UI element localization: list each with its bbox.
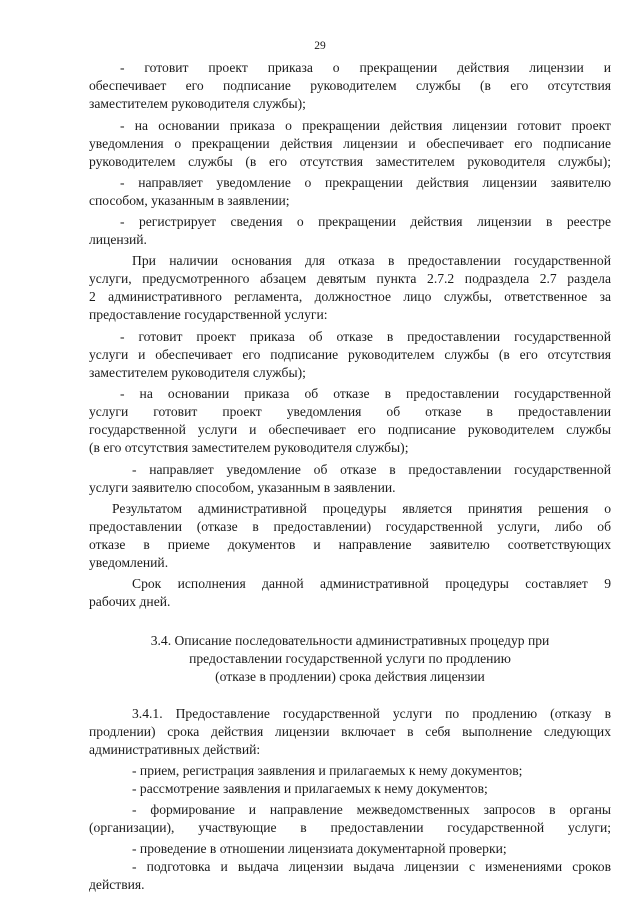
text-line: способом, указанным в заявлении;	[89, 193, 290, 208]
text-line: обеспечивает его подписание руководителем службы (в его отсутствия	[89, 78, 611, 93]
section-heading-line: 3.4. Описание последовательности административных процедур при	[150, 633, 550, 648]
text-line: лицензий.	[89, 232, 147, 247]
text-line: услуги заявителю способом, указанным в заявлении.	[89, 480, 396, 495]
text-line: действия.	[89, 877, 145, 892]
text-line: 2 административного регламента, должностное лицо службы, ответственное за	[89, 289, 611, 304]
text-line: отказе в приеме документов и направление заявителю соответствующих	[89, 537, 611, 552]
text-line: уведомления о прекращении действия лицензии и обеспечивает его подписание	[89, 136, 611, 151]
section-heading-line: (отказе в продлении) срока действия лицензии	[215, 669, 485, 684]
text-line: услуги готовит проект уведомления об отказе в предоставлении	[89, 404, 611, 419]
list-item: - проведение в отношении лицензиата документарной проверки;	[132, 841, 507, 856]
text-line: рабочих дней.	[89, 594, 171, 609]
text-line: - направляет уведомление об отказе в предоставлении государственной	[132, 462, 611, 477]
text-line: Срок исполнения данной административной процедуры составляет 9	[132, 576, 611, 591]
text-line: - готовит проект приказа о прекращении действия лицензии и	[120, 60, 611, 75]
page-number: 29	[314, 40, 326, 52]
text-line: административных действий:	[89, 742, 261, 757]
list-item: - прием, регистрация заявления и прилагаемых к нему документов;	[132, 763, 523, 778]
text-line: государственной услуги и обеспечивает его подписание руководителем службы	[89, 422, 611, 437]
list-item: - подготовка и выдача лицензии выдача лицензии с изменениями сроков	[132, 859, 611, 874]
list-item: - формирование и направление межведомственных запросов в органы	[132, 802, 611, 817]
text-line: заместителем руководителя службы);	[89, 365, 306, 380]
section-heading-line: предоставлении государственной услуги по продлению	[189, 651, 511, 666]
text-line: (организации), участвующие в предоставлении государственной услуги;	[89, 820, 611, 835]
text-line: - на основании приказа о прекращении действия лицензии готовит проект	[120, 118, 611, 133]
text-line: продлении) срока действия лицензии включает в себя выполнение следующих	[89, 724, 611, 739]
text-line: - готовит проект приказа об отказе в предоставлении государственной	[120, 329, 611, 344]
text-line: (в его отсутствия заместителем руководителя службы);	[89, 440, 409, 455]
text-line: - регистрирует сведения о прекращении действия лицензии в реестре	[120, 214, 611, 229]
text-line: - направляет уведомление о прекращении действия лицензии заявителю	[120, 175, 611, 190]
text-line: услуги, предусмотренного абзацем девятым пункта 2.7.2 подраздела 2.7 раздела	[89, 271, 611, 286]
text-line: услуги и обеспечивает его подписание руководителем службы (в его отсутствия	[89, 347, 611, 362]
text-line: - на основании приказа об отказе в предоставлении государственной	[120, 386, 611, 401]
text-line: предоставлении (отказе в предоставлении) государственной услуги, либо об	[89, 519, 611, 534]
text-line: заместителем руководителя службы);	[89, 96, 306, 111]
text-line: предоставление государственной услуги:	[89, 307, 328, 322]
text-line: 3.4.1. Предоставление государственной услуги по продлению (отказу в	[132, 706, 611, 721]
list-item: - рассмотрение заявления и прилагаемых к нему документов;	[132, 781, 488, 796]
text-line: уведомлений.	[89, 555, 169, 570]
text-line: При наличии основания для отказа в предоставлении государственной	[132, 253, 611, 268]
text-line: Результатом административной процедуры является принятия решения о	[112, 501, 611, 516]
text-line: руководителем службы (в его отсутствия заместителем руководителя службы);	[89, 154, 611, 169]
